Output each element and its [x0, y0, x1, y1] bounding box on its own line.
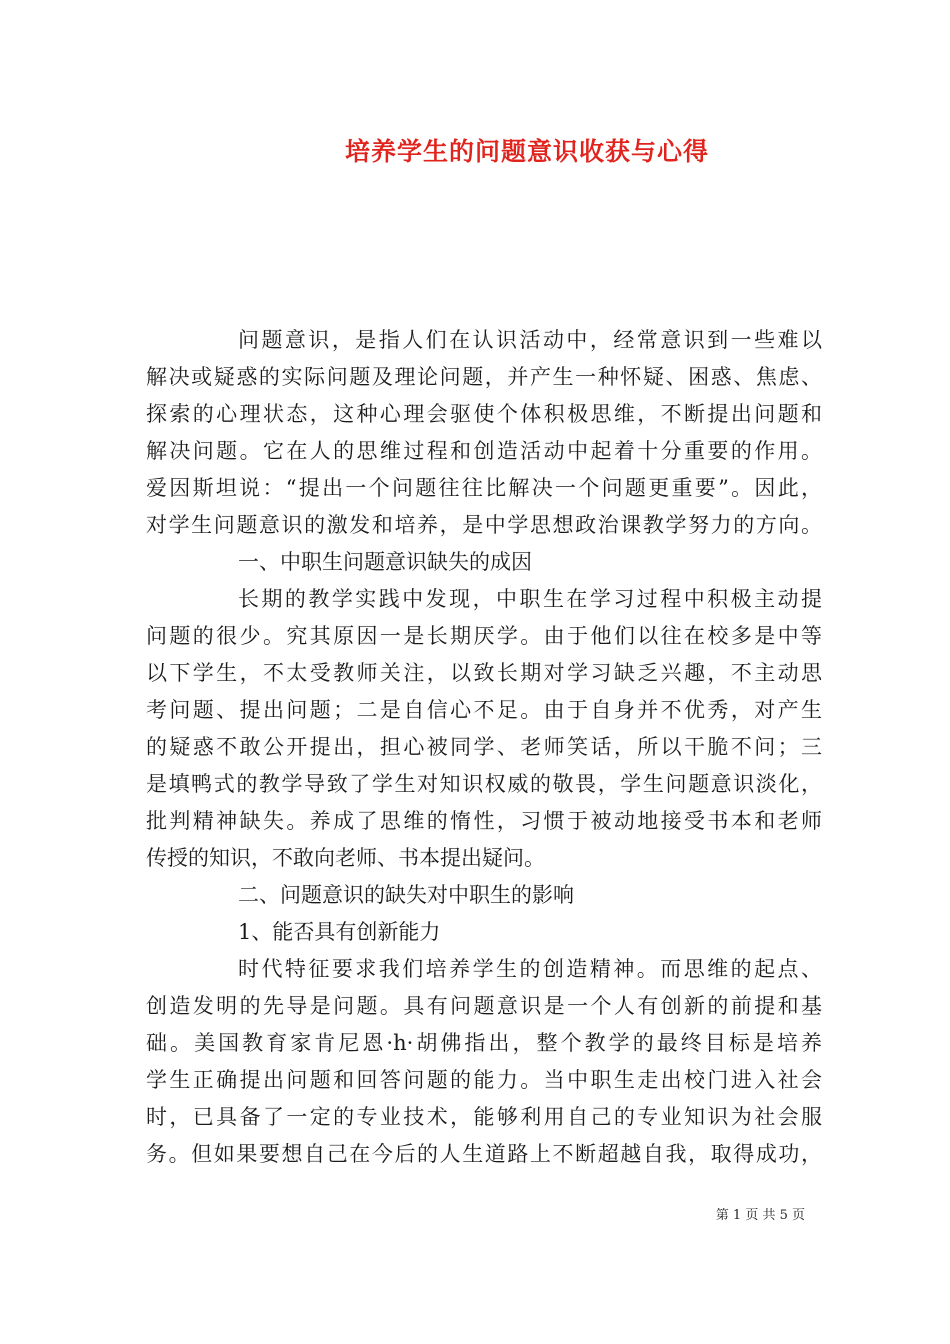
section-heading: 二、问题意识的缺失对中职生的影响 — [238, 883, 574, 907]
paragraph-line: 务。但如果要想自己在今后的人生道路上不断超越自我，取得成功， — [146, 1142, 822, 1166]
paragraph-line: 问题的很少。究其原因一是长期厌学。由于他们以往在校多是中等 — [146, 624, 822, 648]
section-heading: 一、中职生问题意识缺失的成因 — [238, 550, 532, 574]
page-number: 第 1 页 共 5 页 — [715, 1208, 805, 1223]
paragraph-line: 学生正确提出问题和回答问题的能力。当中职生走出校门进入社会 — [146, 1068, 822, 1092]
paragraph-line: 时代特征要求我们培养学生的创造精神。而思维的起点、 — [238, 957, 822, 981]
paragraph-line: 以下学生，不太受教师关注，以致长期对学习缺乏兴趣，不主动思 — [146, 661, 822, 685]
paragraph-line: 础。美国教育家肯尼恩·h·胡佛指出，整个教学的最终目标是培养 — [146, 1031, 822, 1055]
paragraph-line: 问题意识，是指人们在认识活动中，经常意识到一些难以 — [238, 328, 822, 352]
paragraph-line: 探索的心理状态，这种心理会驱使个体积极思维，不断提出问题和 — [146, 402, 822, 426]
paragraph-line: 是填鸭式的教学导致了学生对知识权威的敬畏，学生问题意识淡化， — [146, 772, 822, 796]
paragraph-line: 考问题、提出问题；二是自信心不足。由于自身并不优秀，对产生 — [146, 698, 822, 722]
paragraph-line: 解决问题。它在人的思维过程和创造活动中起着十分重要的作用。 — [146, 439, 822, 463]
paragraph-line: 传授的知识，不敢向老师、书本提出疑问。 — [146, 846, 545, 870]
paragraph-line: 对学生问题意识的激发和培养，是中学思想政治课教学努力的方向。 — [146, 513, 822, 537]
paragraph-line: 创造发明的先导是问题。具有问题意识是一个人有创新的前提和基 — [146, 994, 822, 1018]
subsection-heading: 1、能否具有创新能力 — [238, 920, 441, 944]
paragraph-line: 时，已具备了一定的专业技术，能够利用自己的专业知识为社会服 — [146, 1105, 822, 1129]
paragraph-line: 批判精神缺失。养成了思维的惰性，习惯于被动地接受书本和老师 — [146, 809, 822, 833]
paragraph-line: 爱因斯坦说：“提出一个问题往往比解决一个问题更重要”。因此， — [146, 476, 822, 500]
paragraph-line: 长期的教学实践中发现，中职生在学习过程中积极主动提 — [238, 587, 822, 611]
document-body — [146, 322, 822, 1173]
paragraph-line: 解决或疑惑的实际问题及理论问题，并产生一种怀疑、困惑、焦虑、 — [146, 365, 822, 389]
paragraph-line: 的疑惑不敢公开提出，担心被同学、老师笑话，所以干脆不问；三 — [146, 735, 822, 759]
document-title: 培养学生的问题意识收获与心得 — [344, 137, 709, 166]
